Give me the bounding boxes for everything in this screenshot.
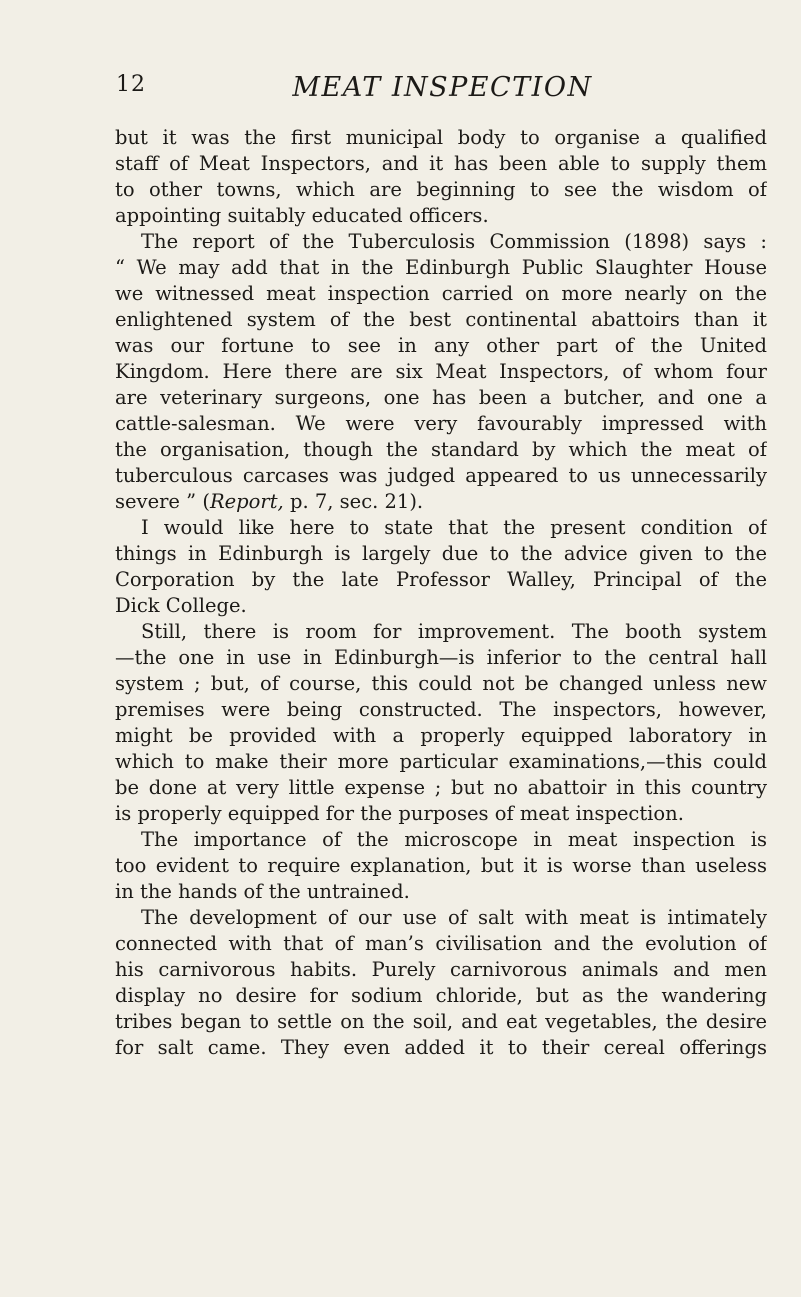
text-line: too evident to require explanation, but it is worse than useless bbox=[115, 854, 767, 877]
text-line: I would like here to state that the present condition of bbox=[141, 516, 767, 539]
text-line: for salt came. They even added it to their cereal offerings bbox=[115, 1036, 767, 1059]
text-line: appointing suitably educated officers. bbox=[115, 204, 489, 227]
text-line: was our fortune to see in any other part of the United bbox=[115, 334, 767, 357]
text-line: be done at very little expense ; but no abattoir in this country bbox=[115, 776, 767, 799]
text-line: Still, there is room for improvement. The booth system bbox=[141, 620, 767, 643]
text-line: system ; but, of course, this could not be changed unless new bbox=[115, 672, 767, 695]
text-line: things in Edinburgh is largely due to the advice given to the bbox=[115, 542, 767, 565]
text-line: Dick College. bbox=[115, 594, 247, 617]
citation-suffix: p. 7, sec. 21). bbox=[283, 490, 424, 513]
text-line: to other towns, which are beginning to see the wisdom of bbox=[115, 178, 767, 201]
text-line: we witnessed meat inspection carried on more nearly on the bbox=[115, 282, 767, 305]
text-line: The importance of the microscope in meat inspection is bbox=[141, 828, 767, 851]
text-line: the organisation, though the standard by which the meat of bbox=[115, 438, 767, 461]
text-line: enlightened system of the best continental abattoirs than it bbox=[115, 308, 767, 331]
running-head bbox=[116, 72, 769, 112]
text-line: tuberculous carcases was judged appeared to us unnecessarily bbox=[115, 464, 767, 487]
page-number: 12 bbox=[116, 72, 146, 97]
text-line: “ We may add that in the Edinburgh Public Slaughter House bbox=[115, 256, 767, 279]
text-line: The report of the Tuberculosis Commission (1898) says : bbox=[141, 230, 767, 253]
text-line: is properly equipped for the purposes of meat inspection. bbox=[115, 802, 684, 825]
body-text bbox=[115, 125, 767, 1061]
text-line: Corporation by the late Professor Walley, Principal of the bbox=[115, 568, 767, 591]
text-line: connected with that of man’s civilisation and the evolution of bbox=[115, 932, 767, 955]
text-line: in the hands of the untrained. bbox=[115, 880, 410, 903]
text-line: —the one in use in Edinburgh—is inferior to the central hall bbox=[115, 646, 767, 669]
citation-line bbox=[115, 489, 767, 515]
text-line: are veterinary surgeons, one has been a butcher, and one a bbox=[115, 386, 767, 409]
text-line: which to make their more particular examinations,—this could bbox=[115, 750, 767, 773]
text-line: premises were being constructed. The inspectors, however, bbox=[115, 698, 767, 721]
text-line: tribes began to settle on the soil, and eat vegetables, the desire bbox=[115, 1010, 767, 1033]
text-line: display no desire for sodium chloride, but as the wandering bbox=[115, 984, 767, 1007]
text-line: but it was the first municipal body to organise a qualified bbox=[115, 126, 767, 149]
citation-report-title: Report, bbox=[209, 490, 284, 513]
citation-prefix: severe ” ( bbox=[115, 490, 210, 513]
text-line: Kingdom. Here there are six Meat Inspectors, of whom four bbox=[115, 360, 767, 383]
text-line: might be provided with a properly equipped laboratory in bbox=[115, 724, 767, 747]
text-line: The development of our use of salt with meat is intimately bbox=[141, 906, 767, 929]
text-line: cattle-salesman. We were very favourably impressed with bbox=[115, 412, 767, 435]
running-title: MEAT INSPECTION bbox=[292, 72, 593, 103]
text-line: his carnivorous habits. Purely carnivorous animals and men bbox=[115, 958, 767, 981]
text-line: staff of Meat Inspectors, and it has been able to supply them bbox=[115, 152, 767, 175]
